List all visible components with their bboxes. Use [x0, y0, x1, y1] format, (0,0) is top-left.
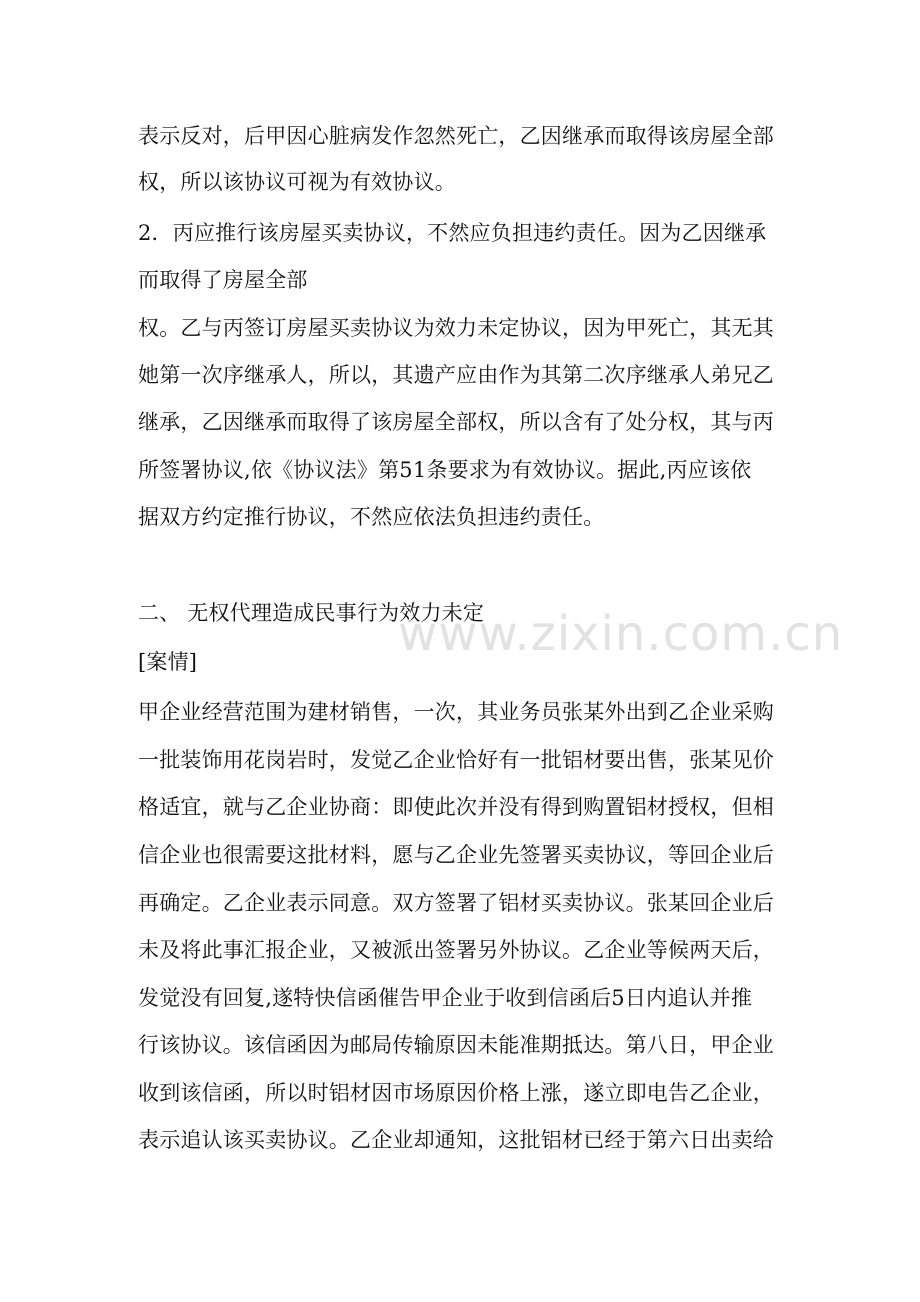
paragraph-line: 收到该信函，所以时铝材因市场原因价格上涨，遂立即电告乙企业， — [138, 1081, 774, 1105]
case-label: [案情] — [138, 650, 198, 674]
paragraph-line: 行该协议。该信函因为邮局传输原因未能准期抵达。第八日，甲企业 — [138, 1033, 774, 1057]
paragraph-line: 而取得了房屋全部 — [138, 268, 308, 292]
paragraph-line: 2．丙应推行该房屋买卖协议，不然应负担违约责任。因为乙因继承 — [138, 221, 767, 245]
paragraph-line: 格适宜，就与乙企业协商：即使此次并没有得到购置铝材授权，但相 — [138, 795, 774, 819]
section-heading: 二、 无权代理造成民事行为效力未定 — [138, 601, 485, 625]
paragraph-line: 权。乙与丙签订房屋买卖协议为效力未定协议，因为甲死亡，其无其 — [138, 316, 774, 340]
paragraph-line: 权，所以该协议可视为有效协议。 — [138, 170, 456, 194]
paragraph-line: 一批装饰用花岗岩时，发觉乙企业恰好有一批铝材要出售，张某见价 — [138, 748, 774, 772]
paragraph-line: 表示反对，后甲因心脏病发作忽然死亡，乙因继承而取得该房屋全部 — [138, 124, 774, 148]
paragraph-line: 发觉没有回复,遂特快信函催告甲企业于收到信函后5日内追认并推 — [138, 986, 753, 1010]
paragraph-line: 她第一次序继承人，所以，其遗产应由作为其第二次序继承人弟兄乙 — [138, 363, 774, 387]
paragraph-line: 所签署协议,依《协议法》第51条要求为有效协议。据此,丙应该依 — [138, 458, 752, 482]
paragraph-line: 继承，乙因继承而取得了该房屋全部权，所以含有了处分权，其与丙 — [138, 410, 774, 434]
paragraph-line: 再确定。乙企业表示同意。双方签署了铝材买卖协议。张某回企业后 — [138, 891, 774, 915]
watermark: www.zixin.com.cn — [398, 606, 844, 662]
paragraph-line: 据双方约定推行协议，不然应依法负担违约责任。 — [138, 505, 605, 529]
paragraph-line: 信企业也很需要这批材料，愿与乙企业先签署买卖协议，等回企业后 — [138, 843, 774, 867]
paragraph-line: 甲企业经营范围为建材销售，一次，其业务员张某外出到乙企业采购 — [138, 700, 774, 724]
paragraph-line: 表示追认该买卖协议。乙企业却通知，这批铝材已经于第六日出卖给 — [138, 1128, 774, 1152]
paragraph-line: 未及将此事汇报企业，又被派出签署另外协议。乙企业等候两天后， — [138, 938, 774, 962]
